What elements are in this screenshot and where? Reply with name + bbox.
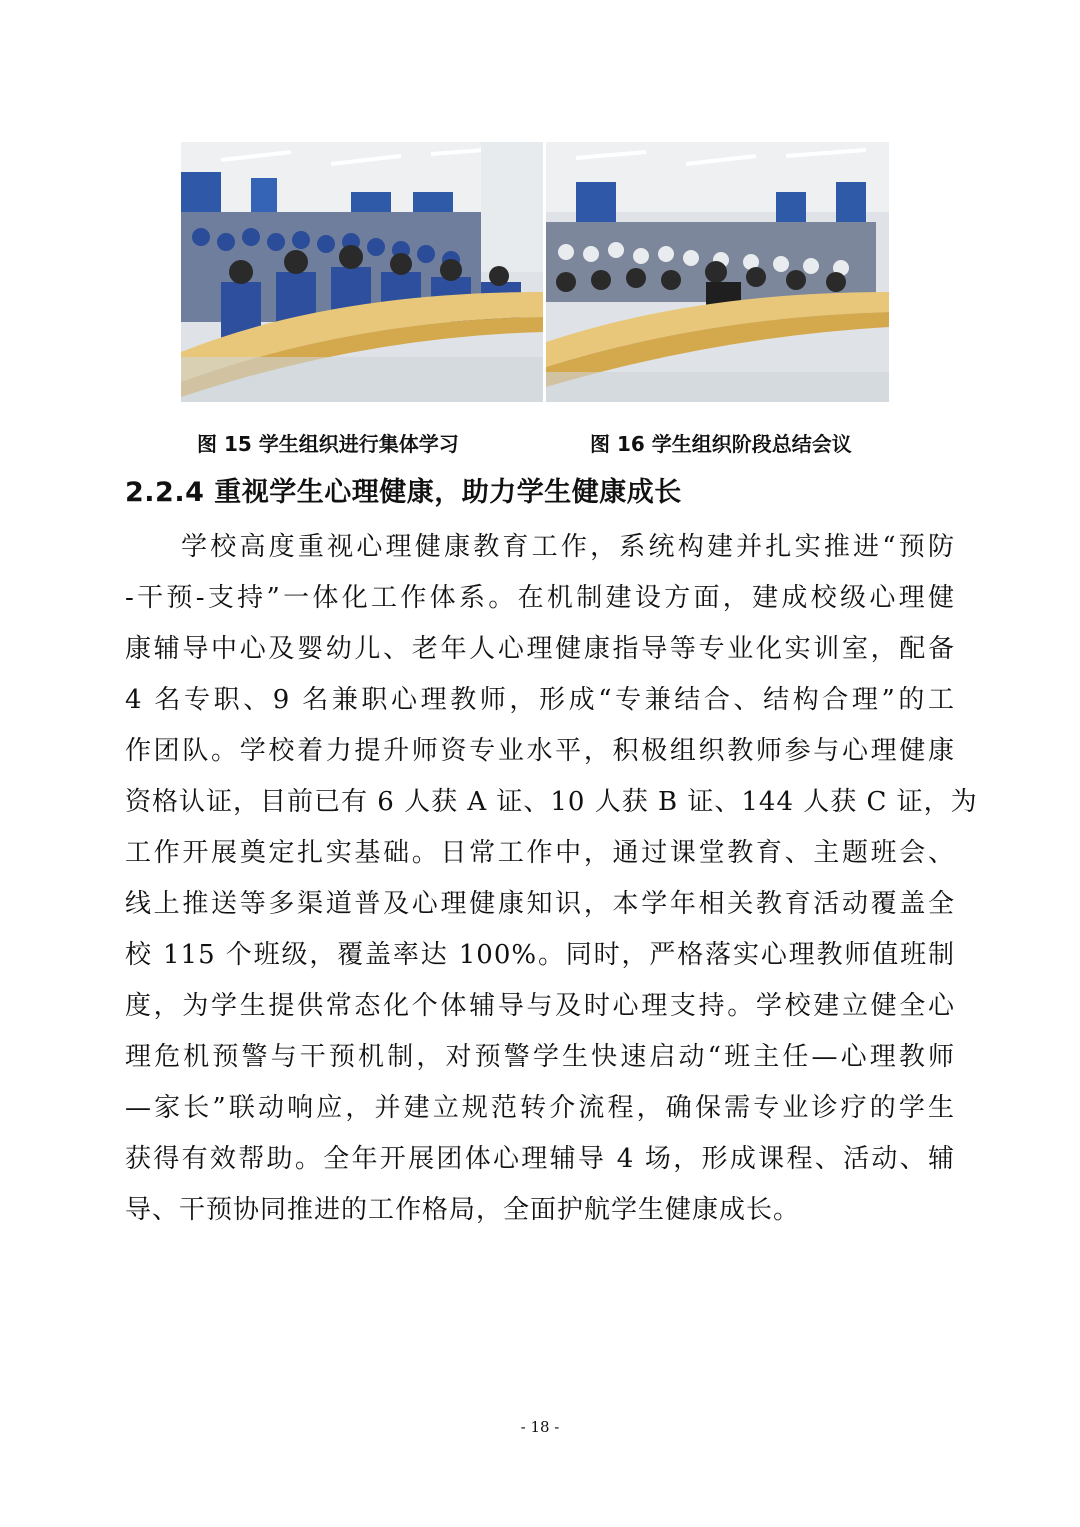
classroom-photo-15 [181,142,543,402]
page-number: - 18 - [520,1418,560,1436]
body-line: 4 名专职、9 名兼职心理教师，形成“专兼结合、结构合理”的工 [125,685,955,715]
body-line: 度，为学生提供常态化个体辅导与及时心理支持。学校建立健全心 [125,991,955,1021]
body-line: 线上推送等多渠道普及心理健康知识，本学年相关教育活动覆盖全 [125,889,955,919]
body-line: 导、干预协同推进的工作格局，全面护航学生健康成长。 [125,1195,801,1225]
body-line: 理危机预警与干预机制，对预警学生快速启动“班主任—心理教师 [125,1042,955,1072]
body-line: 学校高度重视心理健康教育工作，系统构建并扎实推进“预防 [181,532,955,562]
section-heading: 2.2.4 重视学生心理健康，助力学生健康成长 [125,477,682,508]
classroom-photo-16 [546,142,889,402]
figure-16-photo [546,142,889,402]
body-line: 获得有效帮助。全年开展团体心理辅导 4 场，形成课程、活动、辅 [125,1144,955,1174]
body-line: 作团队。学校着力提升师资专业水平，积极组织教师参与心理健康 [125,736,955,766]
body-line: 校 115 个班级，覆盖率达 100%。同时，严格落实心理教师值班制 [125,940,955,970]
section-body [125,522,978,1236]
body-line: 康辅导中心及婴幼儿、老年人心理健康指导等专业化实训室，配备 [125,634,955,664]
figure-15-photo [181,142,543,402]
body-line: —家长”联动响应，并建立规范转介流程，确保需专业诊疗的学生 [125,1093,955,1123]
figure-16-caption: 图 16 学生组织阶段总结会议 [590,432,852,456]
figure-15-caption: 图 15 学生组织进行集体学习 [197,432,459,456]
body-line: 工作开展奠定扎实基础。日常工作中，通过课堂教育、主题班会、 [125,838,955,868]
body-line: 资格认证，目前已有 6 人获 A 证、10 人获 B 证、144 人获 C 证，为 [125,787,978,817]
body-line: -干预-支持”一体化工作体系。在机制建设方面，建成校级心理健 [125,583,955,613]
